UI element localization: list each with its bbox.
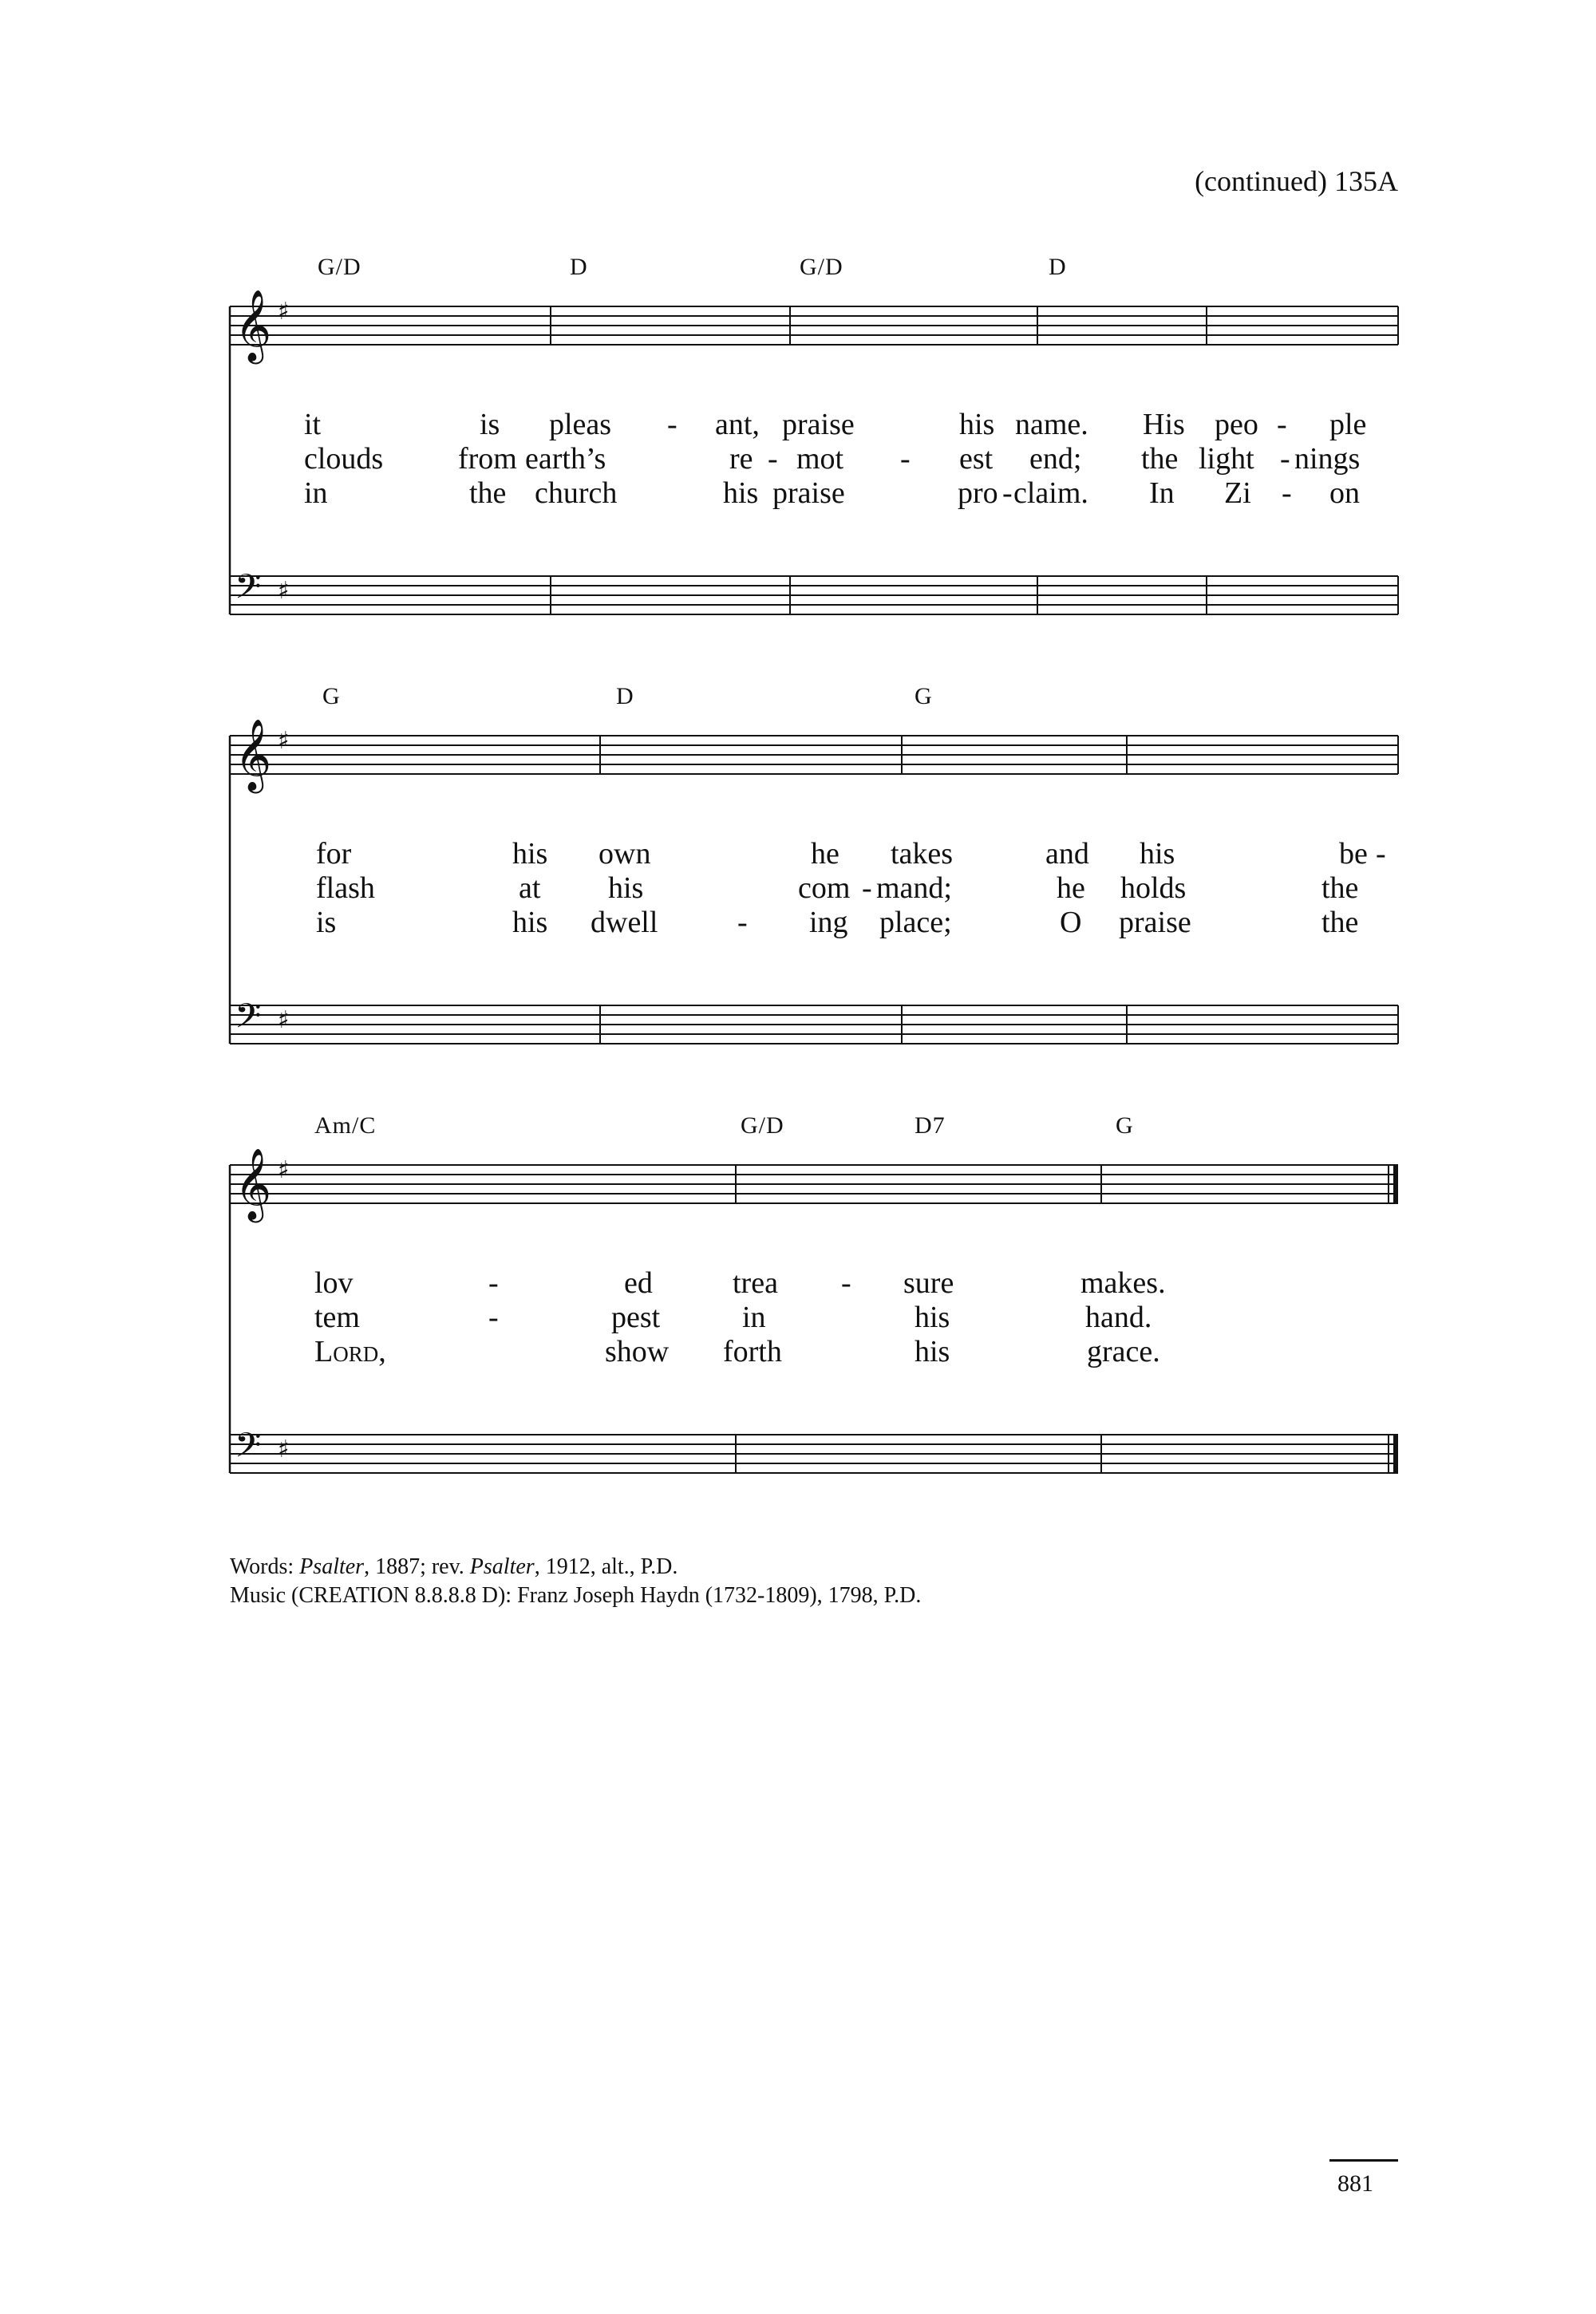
lyric-syllable: his [608, 871, 644, 905]
lyric-syllable: Lord, [314, 1335, 386, 1368]
lyric-hyphen: - [768, 442, 778, 476]
lyric-syllable: re [729, 442, 753, 476]
chord-symbol: G/D [741, 1112, 784, 1139]
lyric-syllable: tem [314, 1301, 360, 1334]
lyric-syllable: mot [796, 442, 844, 476]
lyric-syllable: ant, [715, 408, 760, 441]
lyric-syllable: ing [809, 906, 848, 939]
lyric-hyphen: - [841, 1266, 851, 1300]
lyric-hyphen: - [1277, 408, 1287, 441]
sharp-key-signature-icon: ♯ [278, 1435, 290, 1463]
sharp-key-signature-icon: ♯ [278, 727, 290, 755]
chord-symbol: D7 [915, 1112, 946, 1139]
sharp-key-signature-icon: ♯ [278, 1006, 290, 1034]
lyric-syllable: his [915, 1301, 950, 1334]
lyric-hyphen: - [862, 871, 872, 905]
lyric-syllable: in [742, 1301, 766, 1334]
lyric-syllable: peo [1215, 408, 1258, 441]
lyric-syllable: hand. [1085, 1301, 1152, 1334]
chord-symbol: D [616, 683, 634, 709]
lyric-syllable: church [535, 476, 618, 510]
chord-symbol: D [570, 254, 588, 280]
lyric-syllable: his [915, 1335, 950, 1368]
lyric-syllable: he [811, 837, 839, 871]
lyric-syllable: takes [891, 837, 954, 871]
lyric-hyphen: - [1376, 837, 1386, 871]
lyric-syllable: his [959, 408, 995, 441]
treble-clef-icon: 𝄞 [235, 290, 272, 361]
lyric-syllable: forth [723, 1335, 782, 1368]
lyric-syllable: and [1045, 837, 1089, 871]
lyric-hyphen: - [1280, 442, 1290, 476]
lyric-hyphen: - [488, 1266, 499, 1300]
hymn-credits [230, 1553, 921, 1610]
lyric-syllable: makes. [1080, 1266, 1166, 1300]
lyric-syllable: the [1321, 906, 1359, 939]
lyric-syllable: the [1141, 442, 1179, 476]
page-number: 881 [1337, 2170, 1373, 2197]
lyric-syllable: his [723, 476, 759, 510]
lyric-syllable: in [304, 476, 328, 510]
lyric-syllable: end; [1029, 442, 1082, 476]
treble-clef-icon: 𝄞 [235, 719, 272, 791]
lyric-hyphen: - [900, 442, 911, 476]
lyric-syllable: be [1339, 837, 1368, 871]
lyric-syllable: clouds [304, 442, 384, 476]
lyric-syllable: ple [1329, 408, 1367, 441]
lyric-syllable: light [1199, 442, 1254, 476]
lyric-syllable: grace. [1087, 1335, 1160, 1368]
lyric-hyphen: - [1002, 476, 1013, 510]
chord-symbol: G/D [800, 254, 843, 280]
lyric-syllable: praise [1119, 906, 1191, 939]
bass-clef-icon: 𝄢 [235, 567, 262, 615]
sharp-key-signature-icon: ♯ [278, 1156, 290, 1184]
lyric-syllable: on [1329, 476, 1360, 510]
lyric-hyphen: - [488, 1301, 499, 1334]
lyric-syllable: earth’s [525, 442, 606, 476]
lyric-syllable: his [512, 906, 548, 939]
words-credit: Words: Psalter, 1887; rev. Psalter, 1912, alt., P.D. [230, 1554, 678, 1579]
sharp-key-signature-icon: ♯ [278, 577, 290, 605]
lyric-syllable: his [512, 837, 548, 871]
lyric-syllable: it [304, 408, 322, 441]
sharp-key-signature-icon: ♯ [278, 298, 290, 326]
lyric-syllable: for [316, 837, 352, 871]
lyric-syllable: dwell [591, 906, 658, 939]
lyric-syllable: mand; [876, 871, 952, 905]
bass-clef-icon: 𝄢 [235, 997, 262, 1044]
lyric-syllable: pest [611, 1301, 661, 1334]
lyric-syllable: the [1321, 871, 1359, 905]
lyric-syllable: com [798, 871, 851, 905]
lyric-syllable: holds [1120, 871, 1187, 905]
lyric-syllable: is [480, 408, 500, 441]
chord-symbol: G [1116, 1112, 1134, 1139]
chord-symbol: G/D [318, 254, 361, 280]
lyric-syllable: place; [879, 906, 952, 939]
bass-clef-icon: 𝄢 [235, 1426, 262, 1474]
treble-clef-icon: 𝄞 [235, 1148, 272, 1220]
lyric-syllable: his [1140, 837, 1175, 871]
staff-notation [0, 1098, 1596, 1513]
music-system-3 [0, 1098, 1596, 1513]
lyric-syllable: at [519, 871, 541, 905]
lyric-syllable: name. [1015, 408, 1088, 441]
lyric-syllable: flash [316, 871, 375, 905]
lyric-syllable: pleas [549, 408, 612, 441]
music-system-2 [0, 669, 1596, 1084]
lyric-syllable: lov [314, 1266, 354, 1300]
lyric-syllable: Zi [1224, 476, 1251, 510]
lyric-syllable: nings [1294, 442, 1361, 476]
lyric-syllable: the [469, 476, 507, 510]
lyric-syllable: praise [772, 476, 845, 510]
lyric-syllable: sure [903, 1266, 954, 1300]
lyric-syllable: praise [782, 408, 855, 441]
lyric-syllable: show [605, 1335, 670, 1368]
continuation-header: (continued) 135A [1195, 165, 1398, 197]
lyric-syllable: ed [624, 1266, 653, 1300]
chord-symbol: G [915, 683, 933, 709]
lyric-syllable: from [458, 442, 517, 476]
music-credit: Music (CREATION 8.8.8.8 D): Franz Joseph Haydn (1732-1809), 1798, P.D. [230, 1583, 922, 1608]
lyric-syllable: est [959, 442, 994, 476]
chord-symbol: D [1049, 254, 1067, 280]
lyric-syllable: O [1060, 906, 1082, 939]
lyric-syllable: own [598, 837, 651, 871]
lyric-syllable: In [1149, 476, 1175, 510]
lyric-syllable: pro [958, 476, 998, 510]
lyric-syllable: His [1143, 408, 1185, 441]
chord-symbol: G [322, 683, 341, 709]
lyric-syllable: claim. [1013, 476, 1088, 510]
lyric-syllable: he [1057, 871, 1085, 905]
chord-symbol: Am/C [314, 1112, 377, 1139]
lyric-hyphen: - [667, 408, 678, 441]
lyric-hyphen: - [737, 906, 748, 939]
lyric-syllable: is [316, 906, 337, 939]
lyric-syllable: trea [733, 1266, 778, 1300]
page-number-rule [1329, 2159, 1398, 2162]
lyric-hyphen: - [1282, 476, 1292, 510]
music-system-1 [0, 239, 1596, 654]
